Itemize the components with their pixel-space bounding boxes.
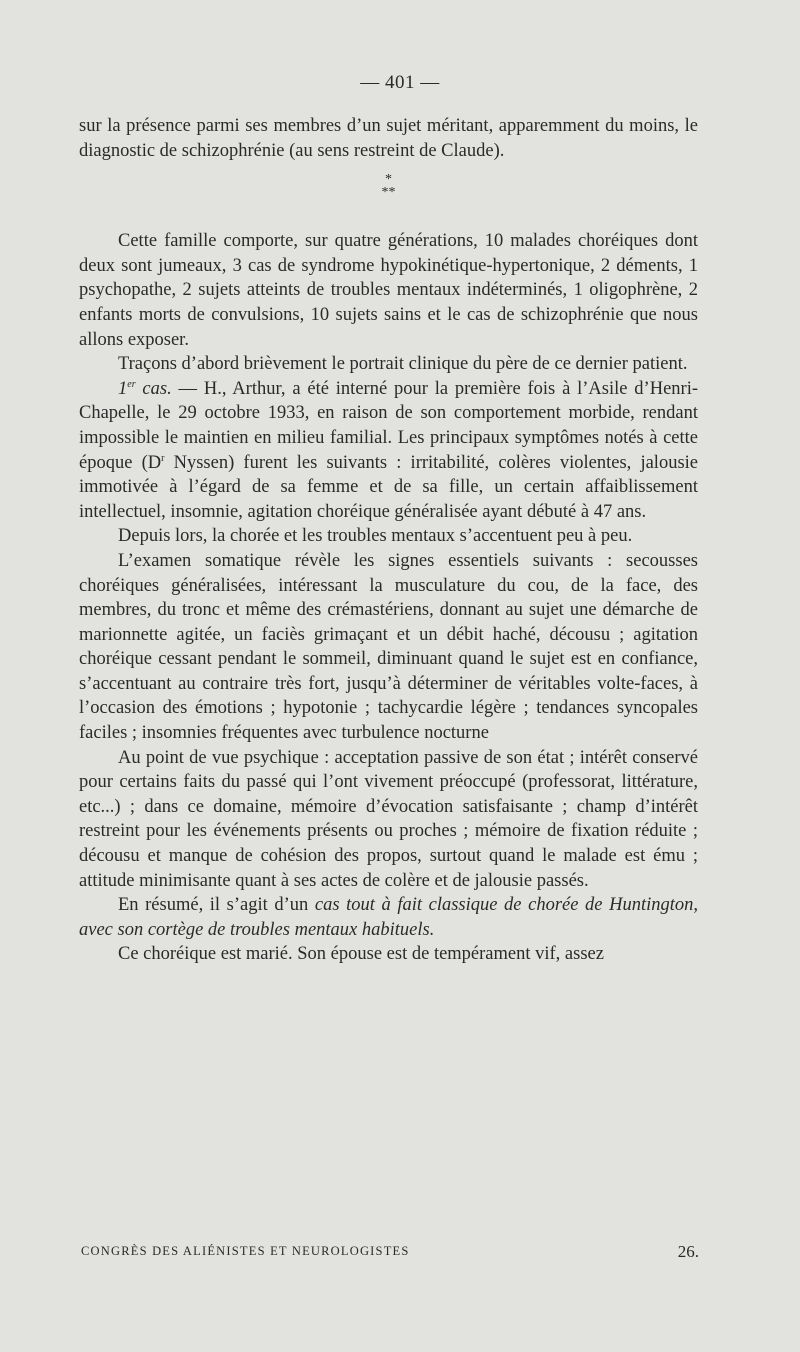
separator-stars-bottom: ** [381,185,396,201]
paragraph-family: Cette famille comporte, sur quatre générations, 10 malades choréiques dont deux sont jumeaux, 3 cas de syndrome hypokinétique-hypertonique, 2 déments, 1 psychopathe, 2 sujets atteints de troubles mentaux indéterminés, 1 oligophrène, 2 enfants morts de convulsions, 10 sujets sains et le cas de schizophrénie que nous allons exposer. [79,231,698,350]
paragraph-psychic: Au point de vue psychique : acceptation passive de son état ; intérêt conservé pour certains faits du passé qui l’ont vivement préoccupé (professorat, littérature, etc...) ; dans ce domaine, mémoire d’évocation satisfaisante ; champ d’intérêt restreint pour les événements présents ou proches ; mémoire de fixation réduite ; décousu et manque de cohésion des propos, surtout quand le malade est ému ; attitude minimisante quant à ses actes de colère et de jalousie passés. [79,747,698,891]
page-footer [81,1244,699,1259]
summary-italic: cas tout à fait classique de chorée de Huntington, avec son cortège de troubles mentaux habituels. [79,895,699,940]
paragraph-evolution: Depuis lors, la chorée et les troubles mentaux s’accentuent peu à peu. [118,526,633,547]
paragraph-summary: En résumé, il s’agit d’un cas tout à fait classique de chorée de Huntington, avec son cortège de troubles mentaux habituels. [79,895,699,940]
paragraph-somatic-exam: L’examen somatique révèle les signes essentiels suivants : secousses choréiques généralisées, intéressant la musculature du cou, de la face, des membres, du tronc et même des crémastériens, donnant au sujet une démarche de marionnette agitée, un faciès grimaçant et un débit haché, décousu ; agitation choréique cessant pendant le sommeil, diminuant quand le sujet est en confiance, s’accentuant au contraire très fort, jusqu’à déterminer de véritables volte-faces, à l’occasion des émotions ; hypotonie ; tachycardie légère ; tendances syncopales faciles ; insomnies fréquentes avec turbulence nocturne [79,550,698,744]
paragraph-case-1: 1er cas. — H., Arthur, a été interné pour la première fois à l’Asile d’Henri-Chapelle, le 29 octobre 1933, en raison de son comportement morbide, rendant impossible le maintien en milieu familial. Les principaux symptômes notés à cette époque ($D^r$ Nyssen) furent les suivants : irritabilité, colères violentes, jalousie immotivée à l’égard de sa femme et de sa fille, un certain affaiblissement intellectuel, insomnie, agitation choréique généralisée ayant débuté à 47 ans. [79,378,698,522]
case-label: 1er cas. [118,378,172,399]
paragraph-marriage: Ce choréique est marié. Son épouse est de tempérament vif, assez [118,944,604,965]
paragraph-continuation: sur la présence parmi ses membres d’un sujet méritant, apparemment du moins, le diagnostic de schizophrénie (au sens restreint de Claude). [79,116,698,161]
section-separator [79,173,698,199]
running-title: CONGRÈS DES ALIÉNISTES ET NEUROLOGISTES [81,1244,410,1258]
signature-mark: 26. [677,1242,699,1261]
page-number: — 401 — [360,72,440,93]
separator-star-top: * [385,172,392,188]
body-text [79,114,698,967]
paragraph-portrait: Traçons d’abord brièvement le portrait clinique du père de ce dernier patient. [118,354,688,375]
